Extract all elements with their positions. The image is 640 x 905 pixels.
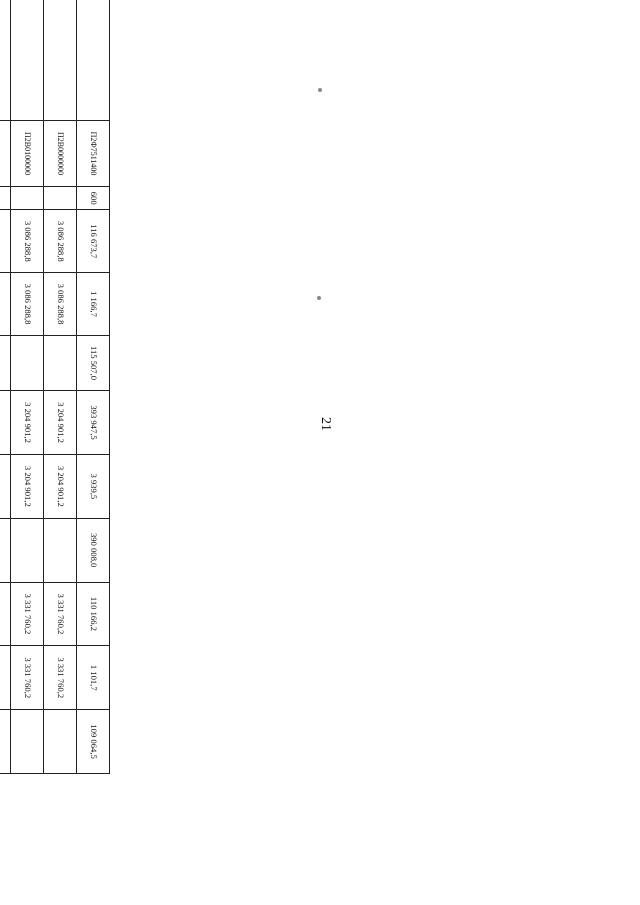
row-code: П2В0000000 xyxy=(44,121,77,187)
table-row xyxy=(0,0,11,774)
row-value: 3 086 288,8 xyxy=(44,210,77,273)
row-code xyxy=(0,121,11,187)
row-value: 390 008,0 xyxy=(77,518,110,582)
row-description xyxy=(77,0,110,121)
row-value: 3 086 288,8 xyxy=(44,273,77,336)
row-value xyxy=(44,518,77,582)
row-value: 109 064,5 xyxy=(77,710,110,774)
table-row xyxy=(44,0,77,774)
table-body xyxy=(0,0,110,774)
row-code: П2В0100000 xyxy=(11,121,44,187)
table-row xyxy=(77,0,110,774)
row-value: 3 204 901,2 xyxy=(44,391,77,455)
scan-dot xyxy=(317,296,321,300)
row-value xyxy=(0,391,11,455)
row-value xyxy=(44,335,77,390)
row-type: 600 xyxy=(77,187,110,210)
row-value: 3 331 760,2 xyxy=(44,582,77,646)
row-value xyxy=(0,710,11,774)
row-description xyxy=(0,0,11,121)
row-value xyxy=(11,335,44,390)
row-value: 1 101,7 xyxy=(77,646,110,710)
row-type xyxy=(44,187,77,210)
row-value: 3 204 901,2 xyxy=(44,454,77,518)
row-description xyxy=(11,0,44,121)
row-value: 3 331 760,2 xyxy=(44,646,77,710)
row-value xyxy=(0,210,11,273)
page-number: 21 xyxy=(318,417,333,431)
row-value xyxy=(0,582,11,646)
row-value xyxy=(0,454,11,518)
row-type xyxy=(0,187,11,210)
row-value: 3 204 901,2 xyxy=(11,454,44,518)
row-type xyxy=(11,187,44,210)
row-value: 3 086 288,8 xyxy=(11,210,44,273)
row-value: 1 166,7 xyxy=(77,273,110,336)
row-code: П2Ф7511400 xyxy=(77,121,110,187)
row-value: 116 673,7 xyxy=(77,210,110,273)
scan-dot xyxy=(318,88,322,92)
row-value xyxy=(44,710,77,774)
budget-table xyxy=(0,0,110,774)
row-value: 393 947,5 xyxy=(77,391,110,455)
row-value: 3 086 288,8 xyxy=(11,273,44,336)
row-value: 3 939,5 xyxy=(77,454,110,518)
row-value: 3 204 901,2 xyxy=(11,391,44,455)
row-value: 3 331 760,2 xyxy=(11,646,44,710)
row-value: 110 166,2 xyxy=(77,582,110,646)
row-value: 115 507,0 xyxy=(77,335,110,390)
row-value xyxy=(0,646,11,710)
row-value xyxy=(11,518,44,582)
row-value: 3 331 760,2 xyxy=(11,582,44,646)
row-value xyxy=(0,335,11,390)
table-row xyxy=(11,0,44,774)
row-description xyxy=(44,0,77,121)
row-value xyxy=(0,518,11,582)
row-value xyxy=(0,273,11,336)
row-value xyxy=(11,710,44,774)
